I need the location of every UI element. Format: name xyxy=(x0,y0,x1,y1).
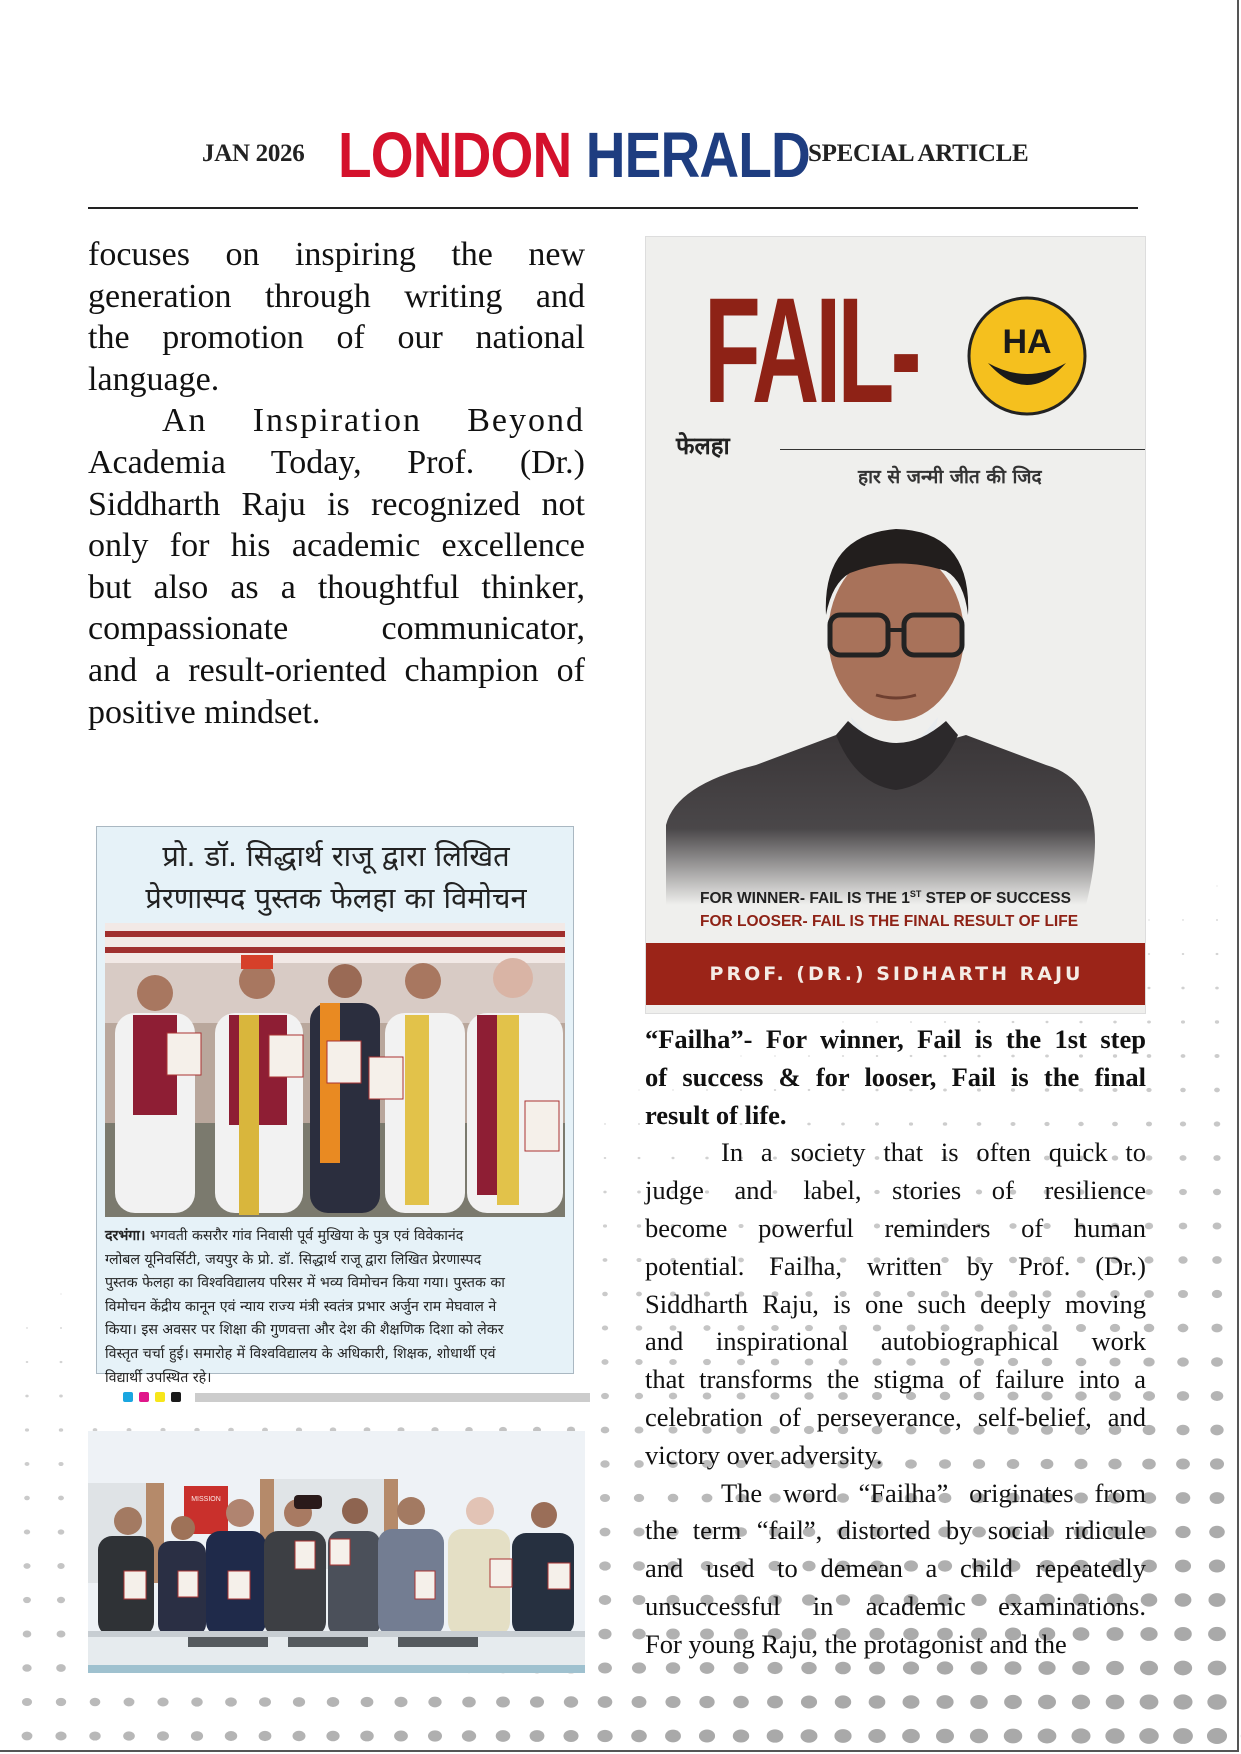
halftone-dot xyxy=(598,1696,613,1708)
caption-dateline: दरभंगा। xyxy=(105,1228,146,1244)
clipping-headline xyxy=(97,835,575,919)
text-line: victory over adversity. xyxy=(645,1439,883,1470)
halftone-dot xyxy=(462,1697,476,1708)
halftone-dot xyxy=(1147,1054,1152,1058)
text-line: and a result-oriented champion of xyxy=(88,651,585,689)
halftone-dot xyxy=(801,1662,816,1674)
halftone-dot xyxy=(25,1462,30,1466)
smiley-icon xyxy=(966,295,1088,417)
halftone-dot xyxy=(24,1529,30,1534)
text-line: the promotion of our national xyxy=(88,319,585,357)
text-line: language. xyxy=(88,360,220,398)
text-line: celebration of perseverance, self-belief, and xyxy=(645,1401,1146,1432)
halftone-dot xyxy=(1177,1391,1189,1401)
halftone-dot xyxy=(733,1729,749,1742)
caption-line: विद्यार्थी उपस्थित रहे। xyxy=(105,1369,212,1386)
halftone-dot xyxy=(157,1731,169,1741)
left-column-text xyxy=(88,234,585,733)
halftone-dot xyxy=(1211,1391,1224,1401)
halftone-dot xyxy=(259,1697,271,1707)
halftone-dot xyxy=(22,1698,32,1706)
halftone-dot xyxy=(1140,1694,1159,1709)
halftone-dot xyxy=(635,1426,644,1433)
halftone-dot xyxy=(225,1731,237,1741)
halftone-dot xyxy=(26,1327,28,1328)
text-line: of success & for looser, Fail is the final xyxy=(645,1061,1146,1092)
halftone-dot xyxy=(1213,1189,1221,1195)
halftone-dot xyxy=(496,1730,511,1742)
halftone-dot xyxy=(57,1597,65,1604)
headline-line: प्रो. डॉ. सिद्धार्थ राजू द्वारा लिखित xyxy=(162,839,510,873)
header-divider xyxy=(88,207,1138,209)
halftone-dot xyxy=(1176,1458,1190,1469)
halftone-dot xyxy=(1038,1695,1056,1709)
halftone-dot xyxy=(638,1089,639,1090)
cover-slogan xyxy=(700,883,1078,933)
halftone-dot xyxy=(1038,1728,1057,1743)
halftone-dot xyxy=(428,1730,442,1741)
halftone-dot xyxy=(360,1731,374,1742)
cover-title: FAIL- xyxy=(704,266,918,434)
halftone-dot xyxy=(903,1695,920,1709)
halftone-dot xyxy=(1173,1694,1192,1709)
halftone-dot xyxy=(637,1224,641,1227)
halftone-dot xyxy=(1211,1357,1223,1366)
halftone-dot xyxy=(1146,1122,1152,1127)
halftone-dot xyxy=(123,1731,135,1740)
halftone-dot xyxy=(902,1729,920,1743)
text-line: Siddharth Raju, is one such deeply moving xyxy=(645,1288,1146,1319)
halftone-dot xyxy=(57,1630,66,1637)
text-line: and used to demean a child repeatedly xyxy=(645,1553,1146,1584)
halftone-dot xyxy=(1179,1155,1186,1161)
text-line: and inspirational autobiographical work xyxy=(645,1326,1146,1357)
wall-sign-text: MISSION xyxy=(191,1496,221,1503)
caption-line: ग्लोबल यूनिवर्सिटी, जयपुर के प्रो. डॉ. सिद्धार्थ राजू द्वारा लिखित प्रेरणास्पद xyxy=(105,1251,482,1268)
text-line: become powerful reminders of human xyxy=(645,1212,1146,1243)
halftone-dot xyxy=(327,1697,339,1707)
caption-line xyxy=(105,1225,567,1249)
halftone-dot xyxy=(1181,1054,1186,1058)
halftone-dot xyxy=(1180,1121,1186,1126)
halftone-dot xyxy=(1174,1661,1192,1676)
halftone-dot xyxy=(699,1730,715,1743)
clipping-bottom-bar xyxy=(195,1393,590,1402)
halftone-dot xyxy=(1210,1458,1224,1469)
halftone-dot xyxy=(394,1697,407,1707)
halftone-dot xyxy=(1147,1020,1151,1023)
slogan-text: FOR WINNER- FAIL IS THE 1 xyxy=(700,890,910,908)
cmyk-mark-black xyxy=(171,1392,181,1402)
halftone-dot xyxy=(259,1731,272,1741)
halftone-dot xyxy=(868,1729,885,1743)
halftone-dot xyxy=(1139,1728,1159,1744)
text-line: An Inspiration Beyond xyxy=(162,402,585,440)
halftone-dot xyxy=(603,1224,607,1227)
halftone-dot xyxy=(496,1696,510,1707)
halftone-dot xyxy=(1216,953,1219,955)
halftone-dot xyxy=(1148,919,1150,920)
halftone-dot xyxy=(767,1662,782,1674)
halftone-dot xyxy=(970,1729,988,1744)
author-portrait xyxy=(646,485,1146,908)
halftone-dot xyxy=(60,1293,61,1294)
halftone-dot xyxy=(970,1695,987,1709)
section-label: SPECIAL ARTICLE xyxy=(808,140,1029,167)
halftone-dot xyxy=(1213,1155,1220,1161)
text-line: compassionate communicator, xyxy=(88,610,585,648)
halftone-dot xyxy=(699,1696,714,1708)
book-cover-image xyxy=(645,236,1146,1014)
halftone-dot xyxy=(835,1662,851,1675)
bold-subheading xyxy=(645,1021,1146,1134)
slogan-text: STEP OF SUCCESS xyxy=(921,890,1071,908)
halftone-dot xyxy=(631,1730,647,1742)
caption-line: किया। इस अवसर पर शिक्षा की गुणवत्ता और देश की शैक्षणिक दिशा को लेकर xyxy=(105,1322,504,1339)
halftone-dot xyxy=(1209,1559,1225,1572)
text-line: Academia Today, Prof. (Dr.) xyxy=(88,443,585,481)
halftone-dot xyxy=(1215,987,1219,990)
cmyk-mark-cyan xyxy=(123,1392,133,1402)
text-line: that transforms the stigma of failure into a xyxy=(645,1364,1146,1395)
halftone-dot xyxy=(601,1427,610,1434)
halftone-dot xyxy=(1180,1088,1186,1092)
halftone-dot xyxy=(191,1697,202,1706)
halftone-dot xyxy=(1173,1728,1193,1744)
halftone-dot xyxy=(869,1695,886,1708)
text-line: “Failha”- For winner, Fail is the 1st step xyxy=(645,1024,1146,1054)
halftone-dot xyxy=(700,1662,715,1674)
halftone-dot xyxy=(60,1361,63,1363)
smiley-text: HA xyxy=(1002,323,1052,361)
halftone-dot xyxy=(293,1731,306,1741)
halftone-dot xyxy=(604,1123,606,1124)
caption-line: विमोचन केंद्रीय कानून एवं न्याय राज्य मंत्री स्वतंत्र प्रभार अर्जुन राम मेघवाल ने xyxy=(105,1298,497,1315)
paragraph xyxy=(645,1134,1146,1474)
halftone-dot xyxy=(1106,1695,1125,1710)
halftone-dot xyxy=(90,1698,101,1707)
halftone-dot xyxy=(1105,1728,1124,1743)
halftone-dot xyxy=(1148,953,1150,955)
halftone-dot xyxy=(637,1191,641,1194)
halftone-dot xyxy=(1182,919,1184,920)
halftone-dot xyxy=(1215,1020,1219,1023)
halftone-dot xyxy=(1147,987,1150,989)
halftone-dot xyxy=(1175,1526,1190,1538)
clipping-box xyxy=(96,826,574,1386)
halftone-dot xyxy=(56,1698,66,1706)
halftone-dot xyxy=(665,1696,680,1708)
halftone-dot xyxy=(1146,1155,1153,1160)
cmyk-mark-yellow xyxy=(155,1392,165,1402)
halftone-dot xyxy=(1181,1020,1185,1023)
halftone-dot xyxy=(600,1460,609,1467)
cover-divider xyxy=(780,449,1146,450)
halftone-dot xyxy=(530,1696,544,1707)
text-line: judge and label, stories of resilience xyxy=(645,1175,1146,1206)
text-line: generation through writing and xyxy=(88,277,585,315)
halftone-dot xyxy=(1214,1054,1219,1058)
text-line: unsuccessful in academic examinations. xyxy=(645,1590,1146,1621)
halftone-dot xyxy=(734,1662,749,1674)
halftone-dot xyxy=(1211,1324,1222,1333)
halftone-dot xyxy=(59,1395,63,1398)
issue-date: JAN 2026 xyxy=(202,140,305,167)
halftone-dot xyxy=(936,1729,954,1743)
halftone-dot xyxy=(1216,919,1218,921)
halftone-dot xyxy=(394,1730,408,1741)
halftone-dot xyxy=(603,1258,608,1262)
halftone-dot xyxy=(225,1697,237,1706)
halftone-dot xyxy=(1145,1189,1153,1195)
halftone-dot xyxy=(936,1695,953,1709)
halftone-dot xyxy=(1072,1695,1090,1710)
halftone-dot xyxy=(1209,1526,1225,1538)
text-line: In a society that is often quick to xyxy=(721,1137,1146,1168)
halftone-dot xyxy=(563,1730,578,1742)
halftone-dot xyxy=(58,1529,65,1534)
halftone-dot xyxy=(1178,1324,1189,1333)
halftone-dot xyxy=(23,1597,31,1603)
halftone-dot xyxy=(58,1496,64,1501)
halftone-dot xyxy=(1208,1593,1225,1607)
clipping-caption xyxy=(105,1225,567,1390)
halftone-dot xyxy=(634,1460,644,1468)
text-line: focuses on inspiring the new xyxy=(88,236,585,273)
hindi-news-clipping xyxy=(80,818,590,1408)
halftone-dot xyxy=(599,1561,611,1570)
halftone-dot xyxy=(1004,1729,1023,1744)
halftone-dot xyxy=(23,1631,32,1638)
halftone-dot xyxy=(191,1731,203,1741)
halftone-dot xyxy=(602,1325,608,1330)
cover-author-name: PROF. (DR.) SIDHARTH RAJU xyxy=(709,963,1084,985)
halftone-dot xyxy=(60,1327,62,1329)
halftone-dot xyxy=(603,1191,606,1194)
halftone-dot xyxy=(1175,1560,1191,1573)
book-launch-event-photo xyxy=(88,1431,585,1673)
halftone-dot xyxy=(564,1696,578,1707)
halftone-dot xyxy=(597,1730,612,1742)
halftone-dot xyxy=(462,1730,476,1741)
halftone-dot xyxy=(636,1325,643,1330)
halftone-dot xyxy=(633,1528,644,1537)
halftone-dot xyxy=(767,1729,784,1742)
halftone-dot xyxy=(1178,1256,1187,1263)
halftone-dot xyxy=(599,1595,611,1605)
halftone-dot xyxy=(1179,1189,1187,1195)
halftone-dot xyxy=(25,1395,28,1398)
text-line: result of life. xyxy=(645,1099,787,1130)
halftone-dot xyxy=(635,1393,643,1399)
halftone-dot xyxy=(1208,1627,1226,1641)
halftone-dot xyxy=(57,1563,64,1569)
text-line: the term “fail”, distorted by social ridicule xyxy=(645,1515,1146,1546)
halftone-dot xyxy=(767,1696,783,1709)
halftone-dot xyxy=(326,1731,339,1742)
halftone-dot xyxy=(665,1730,681,1743)
halftone-dot xyxy=(601,1393,609,1399)
halftone-dot xyxy=(636,1292,642,1297)
halftone-dot xyxy=(1207,1694,1226,1709)
halftone-dot xyxy=(1214,1121,1221,1126)
paragraph xyxy=(88,234,585,400)
halftone-dot xyxy=(1175,1593,1192,1606)
halftone-dot xyxy=(733,1696,749,1709)
halftone-dot xyxy=(1214,1088,1220,1093)
halftone-dot xyxy=(834,1729,851,1743)
headline-line: प्रेरणास्पद पुस्तक फेलहा का विमोचन xyxy=(145,881,527,915)
halftone-dot xyxy=(1181,987,1184,990)
halftone-dot xyxy=(1177,1357,1189,1366)
halftone-dot xyxy=(1174,1627,1192,1641)
slogan-looser: FOR LOOSER- FAIL IS THE FINAL RESULT OF LIFE xyxy=(700,913,1079,931)
halftone-dot xyxy=(124,1698,135,1707)
cmyk-mark-magenta xyxy=(139,1392,149,1402)
halftone-dot xyxy=(598,1629,611,1639)
halftone-dot xyxy=(56,1664,66,1672)
halftone-dot xyxy=(801,1729,818,1743)
halftone-dot xyxy=(1210,1492,1225,1504)
halftone-dot xyxy=(293,1697,305,1707)
halftone-dot xyxy=(59,1428,63,1432)
halftone-dot xyxy=(1182,953,1185,955)
halftone-dot xyxy=(1210,1425,1223,1436)
halftone-dot xyxy=(632,1629,645,1640)
right-column-text xyxy=(645,1021,1146,1664)
text-line: For young Raju, the protagonist and the xyxy=(645,1628,1067,1659)
halftone-dot xyxy=(633,1595,646,1605)
halftone-dot xyxy=(530,1730,545,1742)
slogan-winner xyxy=(700,883,1078,910)
caption-line: विस्तृत चर्चा हुई। समारोह में विश्वविद्यालय के अधिकारी, शिक्षक, शोधार्थी एवं xyxy=(105,1345,496,1362)
halftone-dot xyxy=(634,1494,644,1502)
halftone-dot xyxy=(1208,1661,1227,1676)
halftone-dot xyxy=(602,1292,608,1296)
logo-word-herald: HERALD xyxy=(585,119,810,191)
halftone-dot xyxy=(22,1664,31,1672)
paragraph xyxy=(88,400,585,733)
halftone-dot xyxy=(633,1561,645,1570)
halftone-dot xyxy=(25,1428,29,1431)
halftone-dot xyxy=(23,1563,30,1569)
book-launch-photo xyxy=(105,923,565,1217)
text-line: only for his academic excellence xyxy=(88,527,585,565)
halftone-dot xyxy=(1176,1492,1191,1504)
text-line: positive mindset. xyxy=(88,693,321,731)
halftone-dot xyxy=(428,1697,441,1708)
halftone-dot xyxy=(632,1696,647,1708)
halftone-dot xyxy=(1216,885,1217,886)
slogan-superscript: ST xyxy=(909,889,922,899)
halftone-dot xyxy=(601,1359,608,1365)
halftone-dot xyxy=(638,1157,641,1159)
halftone-dot xyxy=(1213,1222,1222,1229)
halftone-dot xyxy=(1145,1223,1153,1230)
halftone-dot xyxy=(598,1662,612,1673)
halftone-dot xyxy=(632,1662,646,1673)
halftone-dot xyxy=(1178,1290,1188,1298)
halftone-dot xyxy=(1207,1728,1227,1744)
halftone-dot xyxy=(361,1697,374,1707)
halftone-dot xyxy=(638,1123,640,1125)
halftone-dot xyxy=(1004,1695,1022,1709)
halftone-dot xyxy=(801,1696,817,1709)
text-line: but also as a thoughtful thinker, xyxy=(88,568,585,606)
paragraph xyxy=(645,1475,1146,1664)
halftone-dot xyxy=(58,1462,63,1466)
cover-hindi-title: फेलहा xyxy=(676,432,730,460)
halftone-dot xyxy=(1146,1088,1151,1092)
halftone-dot xyxy=(1071,1728,1090,1743)
halftone-dot xyxy=(604,1157,607,1159)
halftone-dot xyxy=(1212,1290,1222,1298)
halftone-dot xyxy=(600,1528,611,1537)
halftone-dot xyxy=(1179,1223,1188,1230)
publication-logo xyxy=(338,120,810,190)
text-line: potential. Failha, written by Prof. (Dr.) xyxy=(645,1250,1146,1281)
halftone-dot xyxy=(636,1258,641,1262)
caption-text: भगवती कसरौर गांव निवासी पूर्व मुखिया के पुत्र एवं विवेकानंद xyxy=(145,1228,464,1244)
halftone-dot xyxy=(89,1731,100,1740)
halftone-dot xyxy=(1212,1256,1222,1264)
text-line: Siddharth Raju is recognized not xyxy=(88,485,585,523)
caption-line: पुस्तक फेलहा का विश्वविद्यालय परिसर में भव्य विमोचन किया गया। पुस्तक का xyxy=(105,1275,505,1292)
halftone-dot xyxy=(600,1494,610,1502)
halftone-dot xyxy=(1176,1425,1189,1435)
logo-word-london: LONDON xyxy=(338,119,572,191)
halftone-dot xyxy=(26,1361,29,1363)
halftone-dot xyxy=(22,1732,33,1741)
text-line: The word “Failha” originates from xyxy=(721,1477,1146,1508)
halftone-dot xyxy=(635,1359,642,1365)
halftone-dot xyxy=(24,1496,30,1500)
cover-tagline: हार से जन्मी जीत की जिद xyxy=(858,466,1042,488)
halftone-dot xyxy=(55,1732,66,1741)
halftone-dot xyxy=(666,1662,680,1674)
halftone-dot xyxy=(835,1695,851,1708)
halftone-dot xyxy=(157,1698,168,1707)
